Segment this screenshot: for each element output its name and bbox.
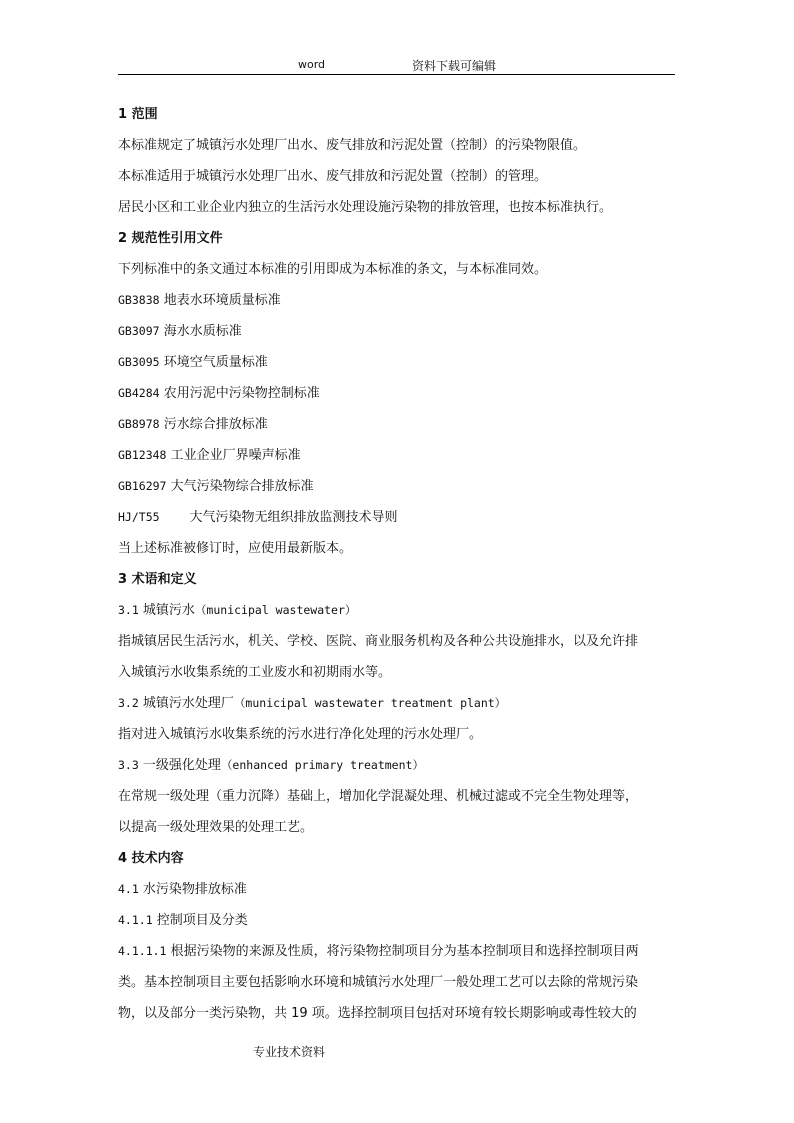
section-2-title: 2 规范性引用文件 bbox=[118, 231, 223, 246]
reference-name: 工业企业厂界噪声标准 bbox=[170, 448, 301, 463]
reference-code: GB16297 bbox=[118, 479, 167, 493]
section-4-title: 4 技术内容 bbox=[118, 851, 184, 866]
term-name: 城镇污水 bbox=[142, 603, 195, 618]
reference-code: GB3095 bbox=[118, 355, 160, 369]
reference-code: GB3097 bbox=[118, 324, 160, 338]
term-heading bbox=[118, 595, 678, 626]
reference-name: 污水综合排放标准 bbox=[163, 417, 268, 432]
paragraph: 指对进入城镇污水收集系统的污水进行净化处理的污水处理厂。 bbox=[118, 727, 483, 742]
subsection-title: 控制项目及分类 bbox=[156, 913, 248, 928]
paragraph: 下列标准中的条文通过本标准的引用即成为本标准的条文，与本标准同效。 bbox=[118, 262, 548, 277]
reference-item bbox=[118, 316, 678, 347]
paragraph: 指城镇居民生活污水，机关、学校、医院、商业服务机构及各种公共设施排水，以及允许排 bbox=[118, 634, 639, 649]
reference-code: GB3838 bbox=[118, 293, 160, 307]
reference-code: GB12348 bbox=[118, 448, 167, 462]
reference-code: GB4284 bbox=[118, 386, 160, 400]
paragraph: 入城镇污水收集系统的工业废水和初期雨水等。 bbox=[118, 665, 392, 680]
reference-name: 环境空气质量标准 bbox=[163, 355, 268, 370]
reference-item bbox=[118, 440, 678, 471]
header-rule bbox=[118, 74, 675, 75]
paragraph bbox=[118, 936, 678, 967]
paragraph: 当上述标准被修订时，应使用最新版本。 bbox=[118, 541, 353, 556]
paragraph: 居民小区和工业企业内独立的生活污水处理设施污染物的排放管理，也按本标准执行。 bbox=[118, 200, 613, 215]
reference-name: 大气污染物无组织排放监测技术导则 bbox=[189, 510, 398, 525]
section-3-title: 3 术语和定义 bbox=[118, 572, 197, 587]
header-word: word bbox=[298, 58, 326, 71]
term-heading bbox=[118, 750, 678, 781]
term-number: 3.2 bbox=[118, 696, 139, 710]
clause-text: 根据污染物的来源及性质，将污染物控制项目分为基本控制项目和选择控制项目两 bbox=[170, 944, 639, 959]
term-english: （municipal wastewater treatment plant） bbox=[233, 696, 507, 710]
document-body bbox=[118, 99, 678, 1029]
reference-item bbox=[118, 347, 678, 378]
reference-name: 大气污染物综合排放标准 bbox=[170, 479, 314, 494]
reference-name: 地表水环境质量标准 bbox=[163, 293, 281, 308]
footer-note: 专业技术资料 bbox=[253, 1045, 326, 1059]
paragraph: 本标准规定了城镇污水处理厂出水、废气排放和污泥处置（控制）的污染物限值。 bbox=[118, 138, 587, 153]
subsection-number: 4.1.1 bbox=[118, 913, 153, 927]
term-heading bbox=[118, 688, 678, 719]
reference-name: 海水水质标准 bbox=[163, 324, 242, 339]
term-english: （enhanced primary treatment） bbox=[220, 758, 424, 772]
clause-number: 4.1.1.1 bbox=[118, 944, 167, 958]
paragraph: 物，以及部分一类污染物，共 19 项。选择控制项目包括对环境有较长期影响或毒性较大的 bbox=[118, 1006, 637, 1021]
reference-code: GB8978 bbox=[118, 417, 160, 431]
term-number: 3.3 bbox=[118, 758, 139, 772]
header-note: 资料下载可编辑 bbox=[412, 59, 497, 73]
paragraph: 以提高一级处理效果的处理工艺。 bbox=[118, 820, 314, 835]
term-number: 3.1 bbox=[118, 603, 139, 617]
reference-item bbox=[118, 285, 678, 316]
subsection-title: 水污染物排放标准 bbox=[142, 882, 247, 897]
paragraph: 在常规一级处理（重力沉降）基础上，增加化学混凝处理、机械过滤或不完全生物处理等， bbox=[118, 789, 639, 804]
subsection-heading bbox=[118, 905, 678, 936]
section-1-title: 1 范围 bbox=[118, 107, 158, 122]
subsection-heading bbox=[118, 874, 678, 905]
reference-name: 农用污泥中污染物控制标准 bbox=[163, 386, 320, 401]
paragraph: 本标准适用于城镇污水处理厂出水、废气排放和污泥处置（控制）的管理。 bbox=[118, 169, 548, 184]
term-english: （municipal wastewater） bbox=[194, 603, 357, 617]
reference-item bbox=[118, 502, 678, 533]
term-name: 城镇污水处理厂 bbox=[142, 696, 234, 711]
subsection-number: 4.1 bbox=[118, 882, 139, 896]
term-name: 一级强化处理 bbox=[142, 758, 221, 773]
paragraph: 类。基本控制项目主要包括影响水环境和城镇污水处理厂一般处理工艺可以去除的常规污染 bbox=[118, 975, 639, 990]
reference-item bbox=[118, 471, 678, 502]
reference-code: HJ/T55 bbox=[118, 510, 160, 524]
reference-item bbox=[118, 409, 678, 440]
reference-item bbox=[118, 378, 678, 409]
